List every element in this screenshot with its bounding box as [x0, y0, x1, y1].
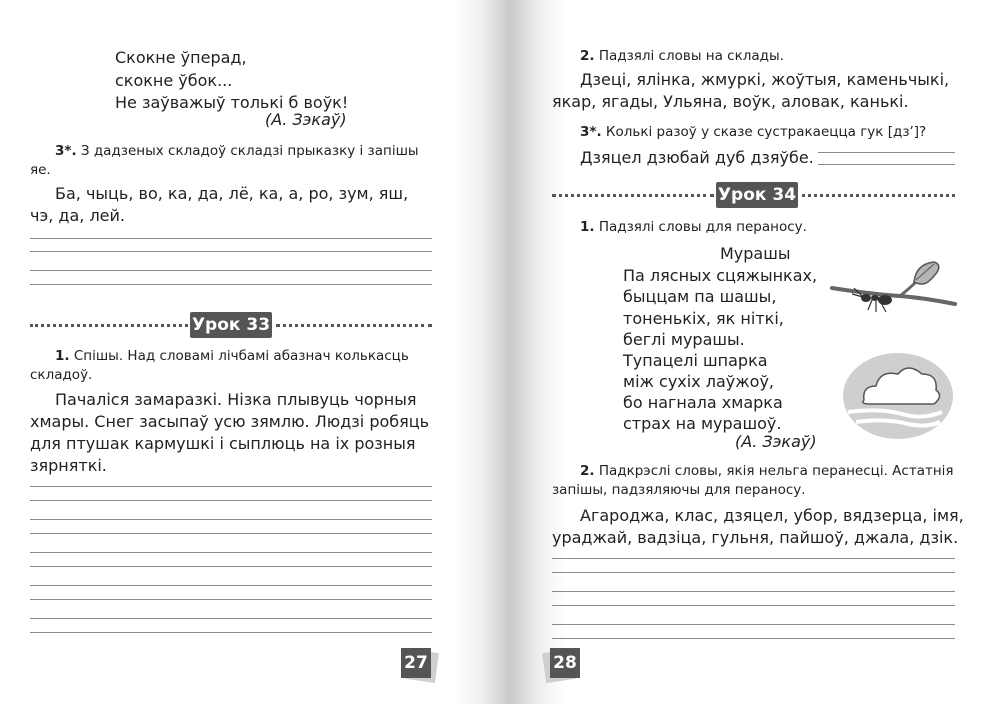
writing-line [30, 618, 432, 619]
task-body-line: для птушак кармушкі і сыплюць на іх розныя [30, 434, 416, 453]
words-line: якар, ягады, Ульяна, воўк, аловак, канькі. [552, 92, 909, 111]
page-number: 28 [550, 648, 580, 678]
dotted-separator [276, 324, 432, 327]
writing-line [30, 486, 432, 487]
task-text [55, 347, 409, 365]
writing-line [552, 572, 955, 573]
cloud-wind-illustration [842, 352, 954, 440]
poem-author: (А. Зэкаў) [265, 110, 347, 129]
writing-line [552, 605, 955, 606]
task-instruction: Спішы. Над словамі лічбамі абазнач колькасць [73, 348, 409, 364]
words-line: ураджай, вадзіца, гульня, пайшоў, джала, дзік. [552, 528, 959, 547]
task-number: 2. [580, 463, 595, 479]
task-instruction: Падзялі словы для пераносу. [598, 219, 807, 235]
writing-line [30, 500, 432, 501]
lesson-badge: Урок 34 [716, 182, 798, 208]
task-text [580, 462, 954, 480]
writing-line [30, 238, 432, 239]
task-instruction: Падкрэслі словы, якія нельга перанесці. Астатнія [598, 463, 954, 479]
writing-line [30, 632, 432, 633]
poem-title: Мурашы [720, 244, 791, 263]
poem-line: беглі мурашы. [623, 330, 745, 349]
task-body-line: хмары. Снег засыпаў усю зямлю. Людзі робяць [30, 412, 430, 431]
syllables-line: чэ, да, лей. [30, 206, 125, 225]
writing-line [30, 566, 432, 567]
right-page [520, 0, 1000, 704]
task-instruction: Падзялі словы на склады. [598, 48, 784, 64]
task-text-cont: яе. [30, 162, 51, 178]
writing-line [552, 558, 955, 559]
writing-line [30, 599, 432, 600]
task-body-line: зярняткі. [30, 456, 107, 475]
answer-line [818, 152, 955, 153]
task-number: 2. [580, 48, 595, 64]
dotted-separator [30, 324, 188, 327]
words-line: Агароджа, клас, дзяцел, убор, вядзерца, імя, [580, 506, 964, 525]
writing-line [30, 270, 432, 271]
words-line: Дзеці, ялінка, жмуркі, жоўтыя, каменьчыкі, [580, 70, 950, 89]
task-text [55, 142, 419, 160]
lesson-badge: Урок 33 [190, 312, 272, 338]
writing-line [30, 251, 432, 252]
poem-line: Скокне ўперад, [115, 48, 247, 67]
dotted-separator [802, 194, 955, 197]
sentence: Дзяцел дзюбай дуб дзяўбе. [580, 148, 814, 167]
writing-line [552, 638, 955, 639]
poem-line: быццам па шашы, [623, 287, 777, 306]
writing-line [30, 533, 432, 534]
poem-line: бо нагнала хмарка [623, 393, 783, 412]
task-number: 3*. [580, 124, 602, 140]
poem-line: Па лясных сцяжынках, [623, 266, 818, 285]
ant-on-branch-illustration [830, 260, 960, 324]
dotted-separator [552, 194, 714, 197]
poem-line: Тупацелі шпарка [623, 351, 768, 370]
answer-line [818, 164, 955, 165]
task-instruction: З дадзеных складоў складзі прыказку і запішы [80, 143, 419, 159]
task-instruction: Колькі разоў у сказе сустракаецца гук [дз’]? [605, 124, 927, 140]
task-number: 1. [55, 348, 70, 364]
syllables-line: Ба, чыць, во, ка, да, лё, ка, а, ро, зум, яш, [55, 184, 409, 203]
writing-line [30, 284, 432, 285]
task-text [580, 218, 807, 236]
task-text [580, 123, 926, 141]
poem-line: скокне ўбок... [115, 71, 233, 90]
task-body-line: Пачаліся замаразкі. Нізка плывуць чорныя [55, 390, 417, 409]
task-text-cont: складоў. [30, 367, 93, 383]
poem-line: страх на мурашоў. [623, 414, 782, 433]
poem-author: (А. Зэкаў) [735, 432, 817, 451]
writing-line [30, 585, 432, 586]
task-number: 1. [580, 219, 595, 235]
task-text-cont: запішы, падзяляючы для пераносу. [552, 482, 806, 498]
poem-line: тоненькіх, як ніткі, [623, 309, 784, 328]
writing-line [552, 624, 955, 625]
page-number: 27 [401, 648, 431, 678]
writing-line [30, 552, 432, 553]
poem-line: Не заўважыў толькі б воўк! [115, 93, 349, 112]
writing-line [30, 519, 432, 520]
left-page [0, 0, 480, 704]
poem-line: між сухіх лаўжоў, [623, 372, 775, 391]
task-number: 3*. [55, 143, 77, 159]
writing-line [552, 591, 955, 592]
task-text [580, 47, 784, 65]
